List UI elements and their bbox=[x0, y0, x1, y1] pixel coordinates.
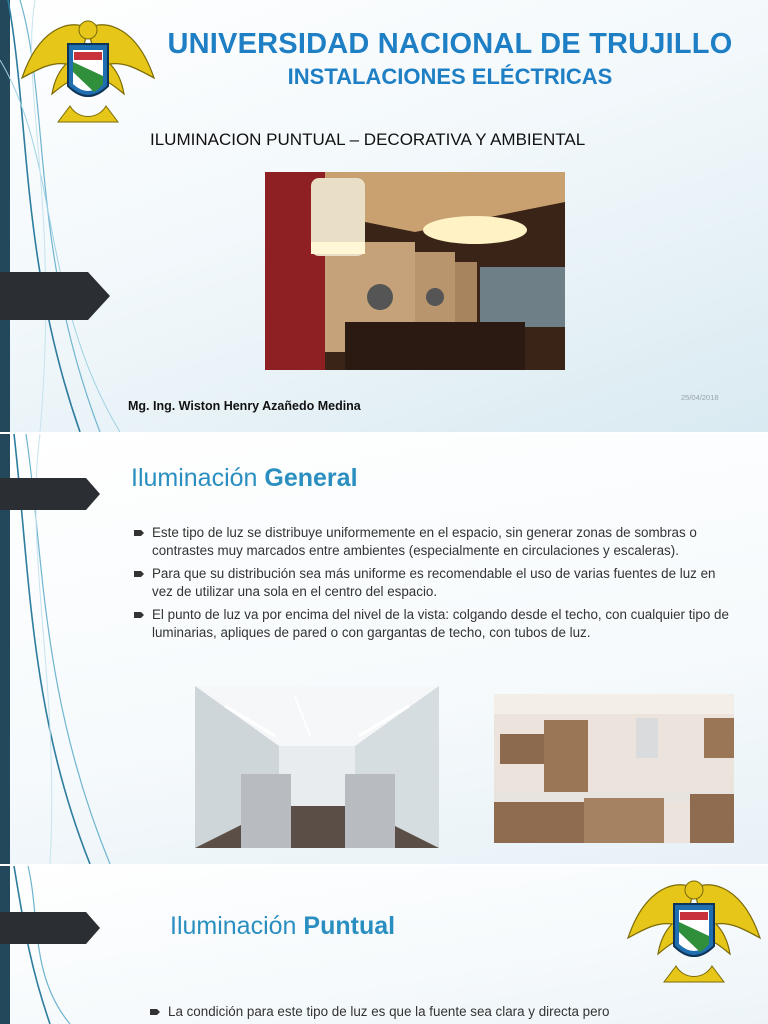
decorative-swirl-lines bbox=[0, 866, 140, 1024]
bullet-list bbox=[150, 1003, 750, 1024]
list-item bbox=[150, 1003, 750, 1021]
arrow-bullet-icon bbox=[134, 570, 144, 578]
arrow-bullet-icon bbox=[134, 611, 144, 619]
office-photo bbox=[195, 686, 439, 848]
slide-date: 25/04/2018 bbox=[681, 393, 719, 402]
university-crest-icon bbox=[18, 10, 158, 126]
slide-tab-arrow bbox=[0, 912, 100, 944]
kitchen-photo bbox=[494, 694, 734, 843]
bullet-text: Este tipo de luz se distribuye uniformemente en el espacio, sin generar zonas de sombras o contrastes muy marcados entre ambientes (especialmente en circulaciones y escaleras). bbox=[152, 525, 697, 558]
list-item bbox=[134, 524, 734, 560]
restaurant-photo bbox=[265, 172, 565, 370]
title-slide bbox=[0, 0, 768, 432]
arrow-bullet-icon bbox=[134, 529, 144, 537]
bullet-text: La condición para este tipo de luz es que la fuente sea clara y directa pero bbox=[168, 1004, 610, 1019]
list-item bbox=[134, 606, 734, 642]
bullet-text: Para que su distribución sea más uniforme es recomendable el uso de varias fuentes de luz en vez de utilizar una sola en el centro del espacio. bbox=[152, 566, 716, 599]
university-crest-icon bbox=[624, 870, 764, 986]
course-title: INSTALACIONES ELÉCTRICAS bbox=[287, 64, 613, 89]
slide-title bbox=[170, 912, 395, 941]
slide-tab-arrow bbox=[0, 478, 100, 510]
author-name: Mg. Ing. Wiston Henry Azañedo Medina bbox=[128, 399, 361, 413]
slide-title-regular: Iluminación bbox=[131, 464, 265, 492]
list-item bbox=[134, 565, 734, 601]
arrow-bullet-icon bbox=[150, 1008, 160, 1016]
slide-title-bold: General bbox=[264, 464, 358, 492]
bullet-text: El punto de luz va por encima del nivel de la vista: colgando desde el techo, con cualquier tipo de luminarias, apliques de pared o con gargantas de techo, con tubos de luz. bbox=[152, 607, 729, 640]
slide-tab-arrow bbox=[0, 272, 110, 320]
spot-lighting-slide bbox=[0, 866, 768, 1024]
slide-title-regular: Iluminación bbox=[170, 912, 304, 940]
slide-heading: ILUMINACION PUNTUAL – DECORATIVA Y AMBIENTAL bbox=[150, 130, 586, 149]
slide-title bbox=[131, 464, 358, 493]
bullet-list bbox=[134, 524, 734, 647]
slide-title-bold: Puntual bbox=[303, 912, 396, 940]
general-lighting-slide bbox=[0, 434, 768, 864]
university-title: UNIVERSIDAD NACIONAL DE TRUJILLO bbox=[167, 28, 733, 60]
